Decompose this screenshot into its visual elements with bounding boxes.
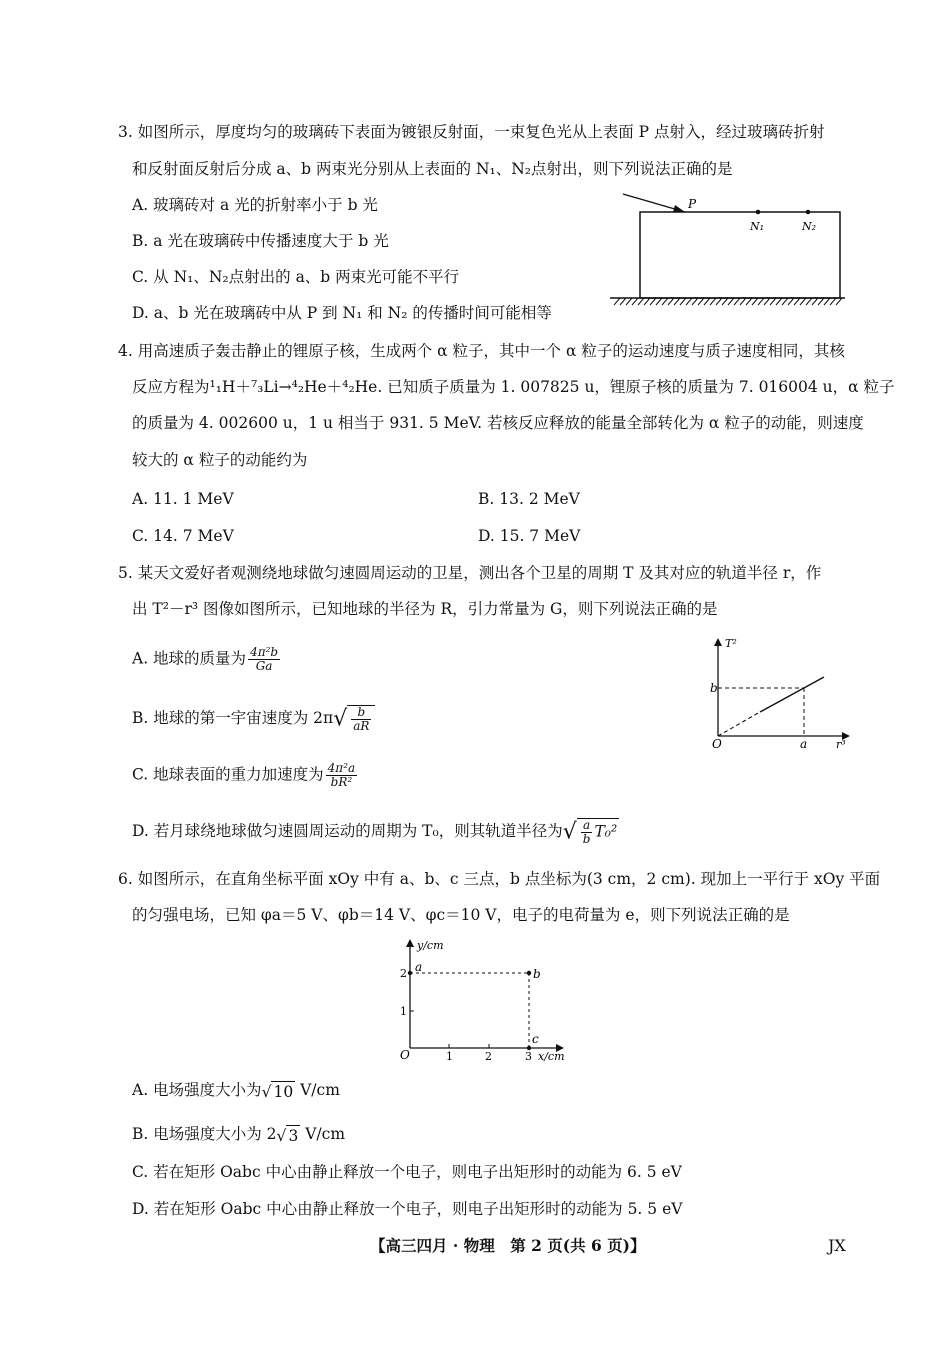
q5-option-c-numerator: 4π²a [327,761,356,775]
q6-option-a [132,1080,340,1102]
q3-option-c: C. 从 N₁、N₂点射出的 a、b 两束光可能不平行 [132,268,460,286]
q6-point-b-label: b [533,967,541,981]
q6-option-b-unit: V/cm [300,1125,346,1143]
q6-point-a-label: a [415,960,423,974]
q5-graph-a-label: a [800,737,808,751]
footer-page-info: 【高三四月 · 物理 第 2 页(共 6 页)】 [370,1236,646,1255]
q5-graph-y-label: T² [725,637,737,650]
q5-option-a-numerator: 4π²b [250,645,279,659]
q5-option-b-text: B. 地球的第一宇宙速度为 2π [132,709,334,727]
q5-option-d-sqrt: √ $\frac{a}{b}$ T₀² [562,818,618,846]
q5-option-b-fraction [351,706,371,733]
q4-stem-line4: 较大的 α 粒子的动能约为 [132,451,308,469]
q6-option-b-radicand: 3 [288,1126,299,1145]
q6-stem-line2: 的匀强电场，已知 φa＝5 V、φb＝14 V、φc＝10 V，电子的电荷量为 e，则下列说法正确的是 [132,906,790,924]
q5-option-a-text: A. 地球的质量为 [132,649,247,668]
q3-option-b: B. a 光在玻璃砖中传播速度大于 b 光 [132,232,389,250]
q5-graph-b-label: b [710,681,718,695]
q3-stem-line1: 3. 如图所示，厚度均匀的玻璃砖下表面为镀银反射面，一束复色光从上表面 P 点射入，经过玻璃砖折射 [118,123,825,141]
q5-option-c-text: C. 地球表面的重力加速度为 [132,765,324,784]
q6-point-c-label: c [532,1032,539,1046]
q3-option-d: D. a、b 光在玻璃砖中从 P 到 N₁ 和 N₂ 的传播时间可能相等 [132,304,552,322]
q3-label-n1: N₁ [750,220,765,233]
q4-option-c: C. 14. 7 MeV [132,527,234,545]
q5-option-c [132,762,359,789]
q5-option-d-text: D. 若月球绕地球做匀速圆周运动的周期为 T₀，则其轨道半径为 [132,822,563,840]
q4-stem-line2: 反应方程为¹₁H＋⁷₃Li→⁴₂He＋⁴₂He. 已知质子质量为 1. 007825 u，锂原子核的质量为 7. 016004 u，α 粒子 [132,378,895,396]
q5-option-a [132,646,282,673]
q3-label-p: P [688,197,697,211]
q5-option-a-denominator: Ga [255,659,273,673]
q5-graph-x-label: r³ [836,738,846,751]
q5-option-c-fraction [326,762,358,789]
q5-option-d-tail: T₀² [594,822,618,841]
q6-graph-y-label: y/cm [417,939,444,952]
q6-option-b-text: B. 电场强度大小为 2 [132,1125,277,1143]
q5-option-d-fraction [581,819,593,846]
q4-stem-line1: 4. 用高速质子轰击静止的锂原子核，生成两个 α 粒子，其中一个 α 粒子的运动速度与质子速度相同，其核 [118,342,845,360]
q6-x-tick-3: 3 [525,1050,532,1063]
q5-option-b-sqrt: √ $\frac{b}{aR}$ [333,705,375,733]
q5-option-d-numerator: a [581,819,593,833]
q5-t2-r3-graph [700,630,860,760]
q6-option-a-unit: V/cm [295,1081,340,1099]
q3-label-n2: N₂ [802,220,817,233]
q5-option-c-denominator: bR² [330,775,353,789]
q6-stem-line1: 6. 如图所示，在直角坐标平面 xOy 中有 a、b、c 三点，b 点坐标为(3 cm，2 cm). 现加上一平行于 xOy 平面 [118,870,881,888]
q4-option-a: A. 11. 1 MeV [132,490,234,508]
q6-option-a-radicand: 10 [273,1082,294,1101]
q5-option-d [132,818,619,846]
q3-stem-line2: 和反射面反射后分成 a、b 两束光分别从上表面的 N₁、N₂点射出，则下列说法正确的是 [132,160,733,178]
q5-option-b-numerator: b [351,706,371,720]
q5-stem-line2: 出 T²－r³ 图像如图所示，已知地球的半径为 R，引力常量为 G，则下列说法正确的是 [132,600,718,618]
q6-x-tick-2: 2 [485,1050,492,1063]
q6-y-tick-2: 2 [400,967,407,980]
q6-graph-origin-label: O [400,1048,410,1062]
q6-x-tick-1: 1 [446,1050,453,1063]
q6-option-d: D. 若在矩形 Oabc 中心由静止释放一个电子，则电子出矩形时的动能为 5. 5 eV [132,1200,683,1218]
q6-option-a-text: A. 电场强度大小为 [132,1081,262,1099]
q6-option-a-sqrt: √ 10 [261,1082,294,1101]
footer-code: JX [828,1236,846,1255]
q5-graph-origin-label: O [712,737,722,751]
q3-glass-brick-figure [600,188,860,313]
q6-y-tick-1: 1 [400,1005,407,1018]
q6-graph-x-label: x/cm [538,1050,565,1063]
q5-stem-line1: 5. 某天文爱好者观测绕地球做匀速圆周运动的卫星，测出各个卫星的周期 T 及其对应的轨道半径 r，作 [118,564,822,582]
q5-option-d-denominator: b [582,832,591,846]
q4-option-b: B. 13. 2 MeV [478,490,580,508]
q3-option-a: A. 玻璃砖对 a 光的折射率小于 b 光 [132,196,378,214]
q6-option-c: C. 若在矩形 Oabc 中心由静止释放一个电子，则电子出矩形时的动能为 6. 5 eV [132,1163,682,1181]
q4-option-d: D. 15. 7 MeV [478,527,581,545]
q6-coordinate-figure [388,935,578,1070]
q6-option-b-sqrt: √ 3 [276,1126,299,1145]
q5-option-a-fraction [248,646,280,673]
q5-option-b-denominator: aR [353,719,370,733]
q6-option-b [132,1124,345,1146]
q4-stem-line3: 的质量为 4. 002600 u，1 u 相当于 931. 5 MeV. 若核反应释放的能量全部转化为 α 粒子的动能，则速度 [132,414,864,432]
q5-option-b [132,705,375,733]
